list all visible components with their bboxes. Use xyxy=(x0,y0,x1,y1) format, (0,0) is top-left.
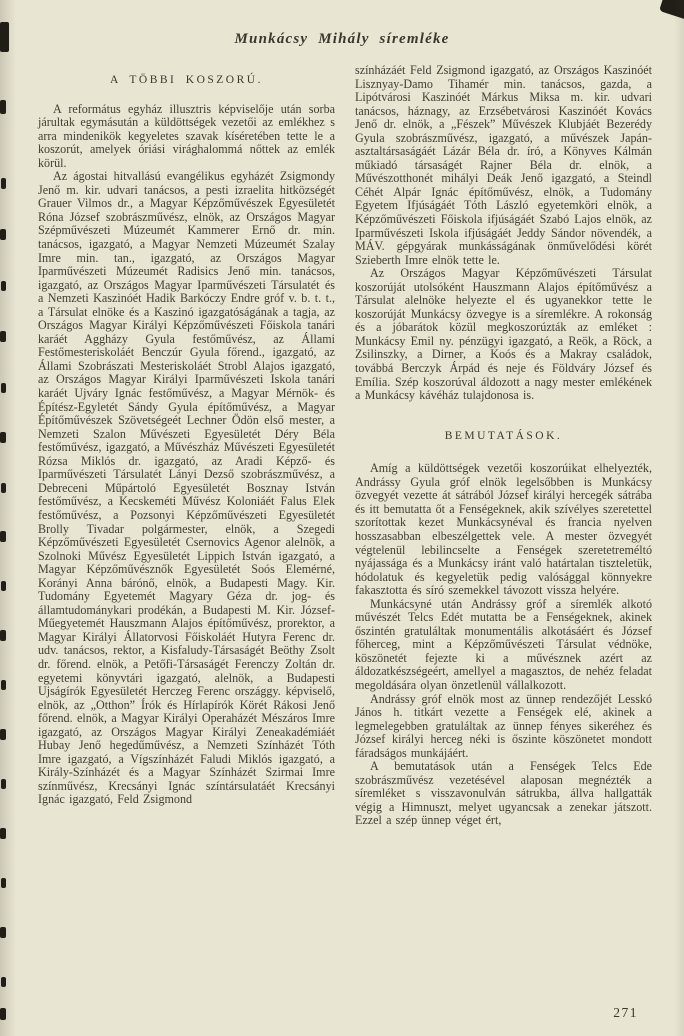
section-heading-a-tobbi-koszoru: A TÖBBI KOSZORÚ. xyxy=(110,74,263,86)
scan-artifact xyxy=(1,680,6,690)
scan-artifact xyxy=(0,927,6,938)
scan-artifact xyxy=(0,828,6,839)
scan-artifact xyxy=(0,432,6,443)
section-heading-bemutatasok: BEMUTATÁSOK. xyxy=(444,429,563,442)
scan-artifact xyxy=(1,178,6,189)
left-column xyxy=(38,64,335,828)
paragraph: Munkácsyné után Andrássy gróf a síremlék alkotó művészét Telcs Edét mutatta be a Fenségeknek, akinek őszintén gratuláltak monumentális alkotásáért és József főherceg, mint a Képzőművészeti Társulat védnöke, köszönetét fejezte ki a művésznek azért az áldozatkészségeért, amellyel a magasztos, de nehéz feladat megoldására olyan önzetlenül vállalkozott. xyxy=(355,596,652,692)
page-number: 271 xyxy=(613,1005,638,1020)
paragraph: Andrássy gróf elnök most az ünnep rendezőjét Lesskó János h. titkárt vezette a Fenségek elé, akinek a legmelegebben gratuláltak az ünnep fényes sikeréhez és József királyi herceg néki is őszinte köszönetet mondott fáradságos munkájáért. xyxy=(355,691,652,760)
right-column xyxy=(355,64,652,828)
scan-artifact xyxy=(1,581,6,591)
scan-artifact xyxy=(1,977,6,987)
scan-artifact xyxy=(0,1008,6,1020)
scan-artifact xyxy=(0,630,6,641)
scan-artifact xyxy=(0,229,6,240)
page-header xyxy=(0,30,684,48)
scan-artifact xyxy=(1,483,6,493)
paragraph-continuation: színházáét Feld Zsigmond igazgató, az Országos Kaszinóét Lisznyay-Damo Tihamér min. tanácsos, gazda, a Lipótvárosi Kaszinóét Márkus Miksa m. kir. udvari tanácsos, háznagy, az Erzsébetvárosi Kaszinóét Kovács Jenő dr. elnök, a „Fészek” Művészek Klubjáét Bezerédy Gyula szobrászművész, igazgató, a művészek Japán-asztaltársaságáét Lázár Béla dr. író, a Könyves Kálmán műkiadó társaságét Rajner Béla dr. elnök, a Művészotthonét mihályi Deák Jenő igazgató, a Steindl Céhét Alpár Ignác építőművész, elnök, a Tudomány Egyetem Ifjúságáét Tóth László egyetemköri elnök, a Képzőművészeti Főiskola ifjúságáét Szabó Lajos elnök, az Iparművészeti Iskola ifjúságáét Jeddy Sándor növendék, a MÁV. gépgyárak munkásságának önművelődési körét Szieberth Imre elnök tette le. xyxy=(355,63,652,267)
scan-artifact xyxy=(0,531,6,542)
scan-artifact xyxy=(1,281,6,291)
scan-artifact xyxy=(659,0,684,20)
scan-artifact xyxy=(0,729,6,740)
scan-artifact xyxy=(0,331,6,342)
paragraph: Az Országos Magyar Képzőművészeti Társulat koszorúját utolsóként Hauszmann Alajos építőművész a Társulat alelnöke helyezte el és ugyanekkor tette le koszorúját Munkácsy özvegye is a síremlékre. A rokonság és a jóbarátok közül megkoszorúzták az emléket : Munkácsy Emil ny. pénzügyi igazgató, a Reök, a Röck, a Zsilinszky, a Dirner, a Koós és a Makray családok, továbbá Berczyk Árpád és neje és Földváry József és Emília. Szép koszorúval áldozott a nagy mester emlékének a Munkácsy kávéház tulajdonosa is. xyxy=(355,266,652,403)
paragraph: Az ágostai hitvallású evangélikus egyházét Zsigmondy Jenő m. kir. udvari tanácsos, a pesti izraelita hitközségét Grauer Vilmos dr., a Magyar Képzőművészek Egyesületét Róna József szobrászművész, elnök, az Országos Magyar Szépművészeti Múzeumét Kammerer Ernő dr. min. tanácsos, igazgató, a Magyar Nemzeti Múzeumét Szalay Imre min. tan., igazgató, az Országos Magyar Iparművészeti Múzeumét Radisics Jenő min. tanácsos, igazgató, az Országos Magyar Iparművészeti Társulatét és a Nemzeti Kaszinóét Hadik Barkóczy Endre gróf v. b. t. t., a Társulat elnöke és a Kaszinó igazgatóságának a tagja, az Országos Magyar Királyi Képzőművészeti Főiskola tanári karáét Aggházy Gyula festőművész, az Állami Festőmesteriskoláét Benczúr Gyula főrend., igazgató, az Állami Szobrászati Mesteriskoláét Strobl Alajos igazgató, az Országos Magyar Királyi Iparművészeti Iskola tanári karáét Ujváry Ignác festőművész, a Magyar Mérnök- és Építész-Egyletét Sándy Gyula építőművész, a Magyar Építőművészek Szövetségeét Lechner Ödön első mester, a Nemzeti Szalon Művészeti Egyesületét Déry Béla festőművész, igazgató, a Művészház Művészeti Egyesületét Rózsa Miklós dr. igazgató, az Aradi Képző- és Iparművészeti Társulatét Lányi Dezső szobrászművész, a Debreceni Műpártoló Egyesületét Bosznay István festőművész, a Kecskeméti Művész Koloniáét Falus Elek festőművész, a Pozsonyi Képzőművészeti Egyesületét Brolly Tivadar polgármester, elnök, a Szegedi Képzőművészeti Egyesületét Csernovics Agenor alelnök, a Szolnoki Művész Egyesületét Lippich István igazgató, a Magyar Képzőművésznők Egyesületét Soós Elemérné, Korányi Anna bárónő, elnök, a Budapesti Magy. Kir. Tudomány Egyetemét Magyary Géza dr. jog- és államtudománykari prodékán, a Budapesti M. Kir. József-Műegyetemét Hauszmann Alajos építőművész, prorektor, a Magyar Királyi Állatorvosi Főiskoláét Hutyra Ferenc dr. udv. tanácsos, rektor, a Kisfaludy-Társaságét Beöthy Zsolt dr. főrend. elnök, a Petőfi-Társaságét Ferenczy Zoltán dr. egyetemi könyvtári igazgató, alelnök, a Budapesti Ujságírók Egyesületét Herczeg Ferenc országgy. képviselő, elnök, az „Otthon” Írók és Hírlapírók Körét Rákosi Jenő főrend. elnök, a Magyar Királyi Operaházét Mészáros Imre igazgató, az Országos Magyar Királyi Zeneakadémiáét Hubay Jenő hegedűművész, a Nemzeti Színházét Tóth Imre igazgató, a Vígszínházét Faludi Miklós igazgató, a Király-Színházét és a Magyar Színházét Szirmai Imre színművész, Krecsányi Ignác színtársulatáét Krecsányi Ignác igazgató, Feld Zsigmond xyxy=(38,169,335,807)
paragraph: A bemutatások után a Fenségek Telcs Ede szobrászművész vezetésével alaposan megnézték a síremléket s visszavonulván sátrukba, állva hallgatták végig a Himnuszt, melyet ugyancsak a zenekar játszott. Ezzel a szép ünnep véget ért, xyxy=(355,759,652,828)
scan-artifact xyxy=(1,878,6,888)
scan-artifact xyxy=(0,22,9,52)
scan-artifact xyxy=(0,100,6,114)
text-columns xyxy=(38,64,652,828)
paragraph: A református egyház illusztris képviselője után sorba járultak egymásután a küldöttségek vezetői az emlékhez s arra mindenikök kegyeletes szavak kíséretében tette le a koszorút, amelyek óriási virághalommá nőttek az emlék körül. xyxy=(38,101,335,170)
paragraph: Amíg a küldöttségek vezetői koszorúikat elhelyezték, Andrássy Gyula gróf elnök legelsőbben is Munkácsy özvegyét vezette át sátrából József királyi hercegék sátrába és itt bemutatta őt a Fenségeknek, akik szívélyes szeretettel szorítottak kezet Munkácsynéval és francia nyelven hosszasabban elbeszélgettek vele. A mester özvegyét végtelenül lebilincselte a Fenségek szeretetreméltó nyájassága és a Munkácsy iránt való határtalan tiszteletük, hódolatuk és kegyeletük pedig valósággal könnyekre fakasztotta és síró szemekkel távozott vissza helyére. xyxy=(355,461,652,598)
scan-artifact xyxy=(1,779,6,789)
page-title: Munkácsy Mihály síremléke xyxy=(234,31,450,47)
scan-artifact xyxy=(1,383,6,393)
